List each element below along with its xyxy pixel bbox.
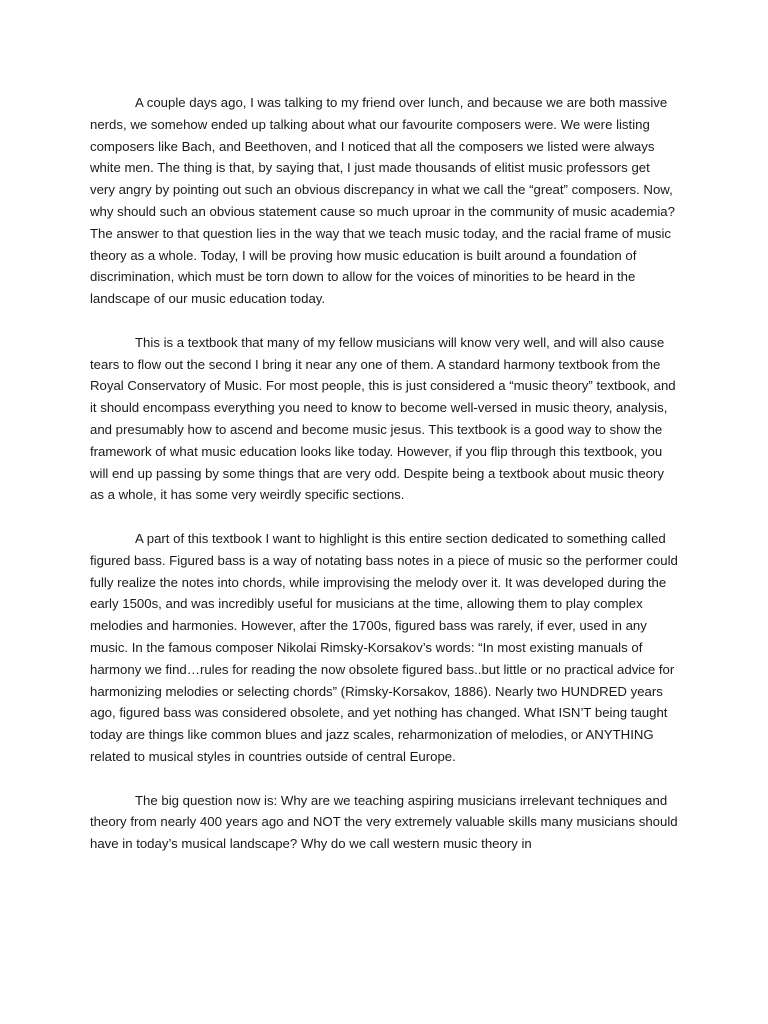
paragraph-1: A couple days ago, I was talking to my friend over lunch, and because we are both massive nerds, we somehow ended up talking about what our favourite composers were. We were listing composers like Bach, and Beethoven, and I noticed that all the composers we listed were always white men. The thing is that, by saying that, I just made thousands of elitist music professors get very angry by pointing out such an obvious discrepancy in what we call the “great” composers. Now, why should such an obvious statement cause so much uproar in the community of music academia? The answer to that question lies in the way that we teach music today, and the racial frame of music theory as a whole. Today, I will be proving how music education is built around a foundation of discrimination, which must be torn down to allow for the voices of minorities to be heard in the landscape of our music education today. [90, 95, 675, 307]
document-body [90, 92, 678, 855]
paragraph-4: The big question now is: Why are we teaching aspiring musicians irrelevant techniques and theory from nearly 400 years ago and NOT the very extremely valuable skills many musicians should have in today’s musical landscape? Why do we call western music theory in [90, 792, 678, 852]
paragraph-3: A part of this textbook I want to highlight is this entire section dedicated to something called figured bass. Figured bass is a way of notating bass notes in a piece of music so the performer could fully realize the notes into chords, while improvising the melody over it. It was developed during the early 1500s, and was incredibly useful for musicians at the time, allowing them to play complex melodies and harmonies. However, after the 1700s, figured bass was rarely, if ever, used in any music. In the famous composer Nikolai Rimsky-Korsakov’s words: “In most existing manuals of harmony we find…rules for reading the now obsolete figured bass..but little or no practical advice for harmonizing melodies or selecting chords” (Rimsky-Korsakov, 1886). Nearly two HUNDRED years ago, figured bass was considered obsolete, and yet nothing has changed. What ISN’T being taught today are things like common blues and jazz scales, reharmonization of melodies, or ANYTHING related to musical styles in countries outside of central Europe. [90, 530, 678, 764]
paragraph-2: This is a textbook that many of my fellow musicians will know very well, and will also cause tears to flow out the second I bring it near any one of them. A standard harmony textbook from the Royal Conservatory of Music. For most people, this is just considered a “music theory” textbook, and it should encompass everything you need to know to become well-versed in music theory, analysis, and presumably how to ascend and become music jesus. This textbook is a good way to show the framework of what music education looks like today. However, if you flip through this textbook, you will end up passing by some things that are very odd. Despite being a textbook about music theory as a whole, it has some very weirdly specific sections. [90, 334, 676, 503]
